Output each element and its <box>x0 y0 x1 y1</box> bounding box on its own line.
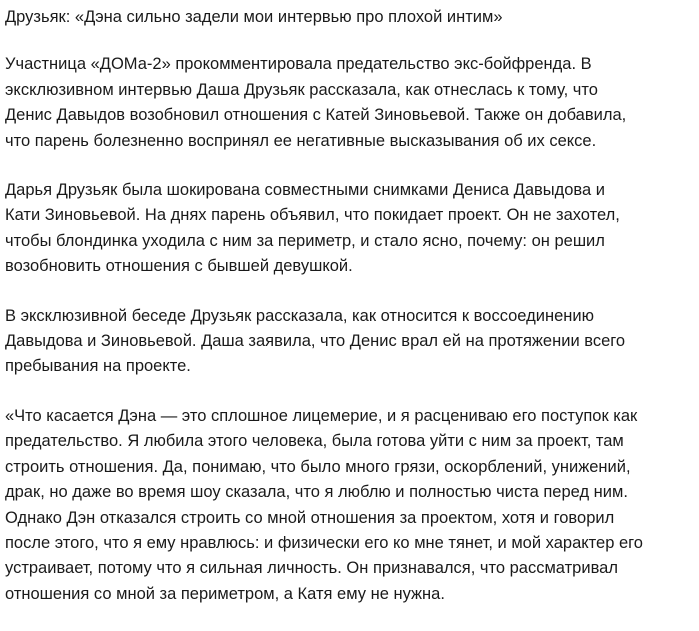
paragraph-line: Участница «ДОМа-2» прокомментировала предательство экс-бойфренда. В <box>5 55 592 74</box>
paragraph-line: что парень болезненно воспринял ее негативные высказывания об их сексе. <box>5 131 597 150</box>
paragraph-line: Однако Дэн отказался строить со мной отношения за проектом, хотя и говорил <box>5 508 615 527</box>
paragraph-line: чтобы блондинка уходила с ним за периметр, и стало ясно, почему: он решил <box>5 231 605 250</box>
paragraph-line: В эксклюзивной беседе Друзьяк рассказала, как относится к воссоединению <box>5 306 594 325</box>
paragraph-2 <box>5 178 695 280</box>
paragraph-4-quote <box>5 404 695 607</box>
paragraph-line: возобновить отношения с бывшей девушкой. <box>5 257 353 276</box>
paragraph-line: Давыдова и Зиновьевой. Даша заявила, что Денис врал ей на протяжении всего <box>5 332 626 351</box>
paragraph-line: строить отношения. Да, понимаю, что было много грязи, оскорблений, унижений, <box>5 457 631 476</box>
article-title: Друзьяк: «Дэна сильно задели мои интервью про плохой интим» <box>5 8 503 26</box>
paragraph-line: эксклюзивном интервью Даша Друзьяк рассказала, как отнеслась к тому, что <box>5 80 598 99</box>
paragraph-line: Дарья Друзьяк была шокирована совместными снимками Дениса Давыдова и <box>5 181 605 200</box>
paragraph-line: предательство. Я любила этого человека, была готова уйти с ним за проект, там <box>5 432 624 451</box>
paragraph-line: драк, но даже во время шоу сказала, что я люблю и полностью чиста перед ним. <box>5 483 628 502</box>
paragraph-line: устраивает, потому что я сильная личность. Он признавался, что рассматривал <box>5 559 618 578</box>
paragraph-line: «Что касается Дэна — это сплошное лицемерие, и я расцениваю его поступок как <box>5 406 638 425</box>
paragraph-line: пребывания на проекте. <box>5 357 191 376</box>
paragraph-line: Кати Зиновьевой. На днях парень объявил, что покидает проект. Он не захотел, <box>5 206 620 225</box>
paragraph-line: отношения со мной за периметром, а Катя ему не нужна. <box>5 584 445 603</box>
article <box>5 5 695 631</box>
paragraph-line: после этого, что я ему нравлюсь: и физически его ко мне тянет, и мой характер его <box>5 533 643 552</box>
paragraph-1 <box>5 52 695 154</box>
paragraph-3 <box>5 304 695 380</box>
paragraph-line: Денис Давыдов возобновил отношения с Катей Зиновьевой. Также он добавила, <box>5 106 627 125</box>
